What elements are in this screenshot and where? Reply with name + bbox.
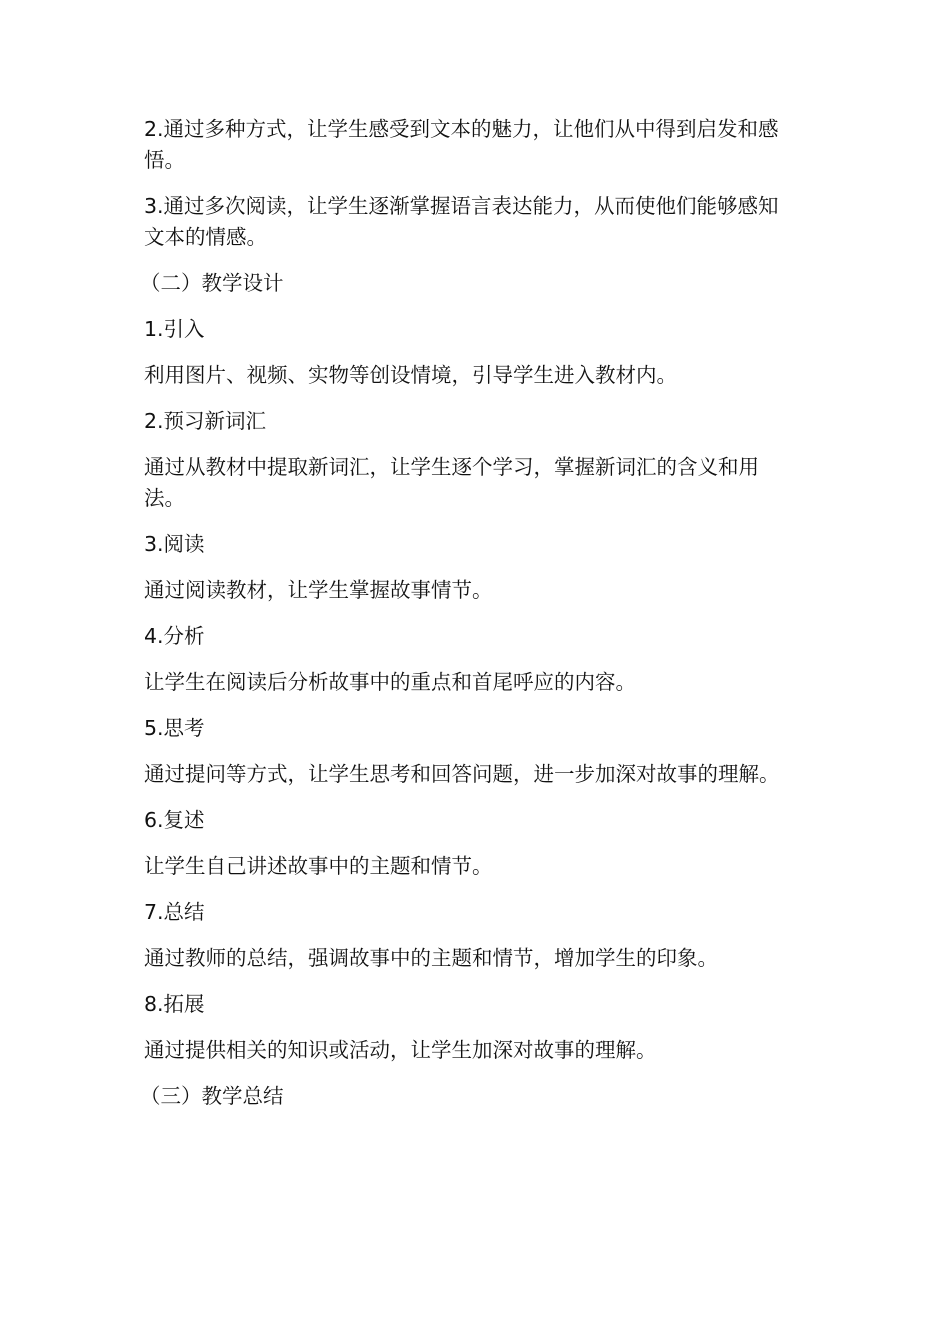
objective-2: 2.通过多种方式，让学生感受到文本的魅力，让他们从中得到启发和感悟。 (144, 117, 779, 172)
step-body-3: 通过阅读教材，让学生掌握故事情节。 (144, 578, 493, 602)
step-body-1: 利用图片、视频、实物等创设情境，引导学生进入教材内。 (144, 363, 677, 387)
step-body-7: 通过教师的总结，强调故事中的主题和情节，增加学生的印象。 (144, 946, 718, 970)
step-title-6: 6.复述 (144, 808, 205, 832)
step-title-5: 5.思考 (144, 716, 205, 740)
document-page (140, 114, 794, 1127)
step-body-8: 通过提供相关的知识或活动，让学生加深对故事的理解。 (144, 1038, 657, 1062)
step-title-2: 2.预习新词汇 (144, 409, 267, 433)
step-title-4: 4.分析 (144, 624, 205, 648)
step-title-7: 7.总结 (144, 900, 205, 924)
step-title-1: 1.引入 (144, 317, 205, 341)
section-heading-summary: （三）教学总结 (140, 1084, 284, 1108)
step-body-4: 让学生在阅读后分析故事中的重点和首尾呼应的内容。 (144, 670, 636, 694)
step-body-5: 通过提问等方式，让学生思考和回答问题，进一步加深对故事的理解。 (144, 762, 780, 786)
step-body-2: 通过从教材中提取新词汇，让学生逐个学习，掌握新词汇的含义和用法。 (144, 455, 759, 510)
step-title-8: 8.拓展 (144, 992, 205, 1016)
section-heading-design: （二）教学设计 (140, 271, 284, 295)
objective-3: 3.通过多次阅读，让学生逐渐掌握语言表达能力，从而使他们能够感知文本的情感。 (144, 194, 779, 249)
step-title-3: 3.阅读 (144, 532, 205, 556)
step-body-6: 让学生自己讲述故事中的主题和情节。 (144, 854, 493, 878)
